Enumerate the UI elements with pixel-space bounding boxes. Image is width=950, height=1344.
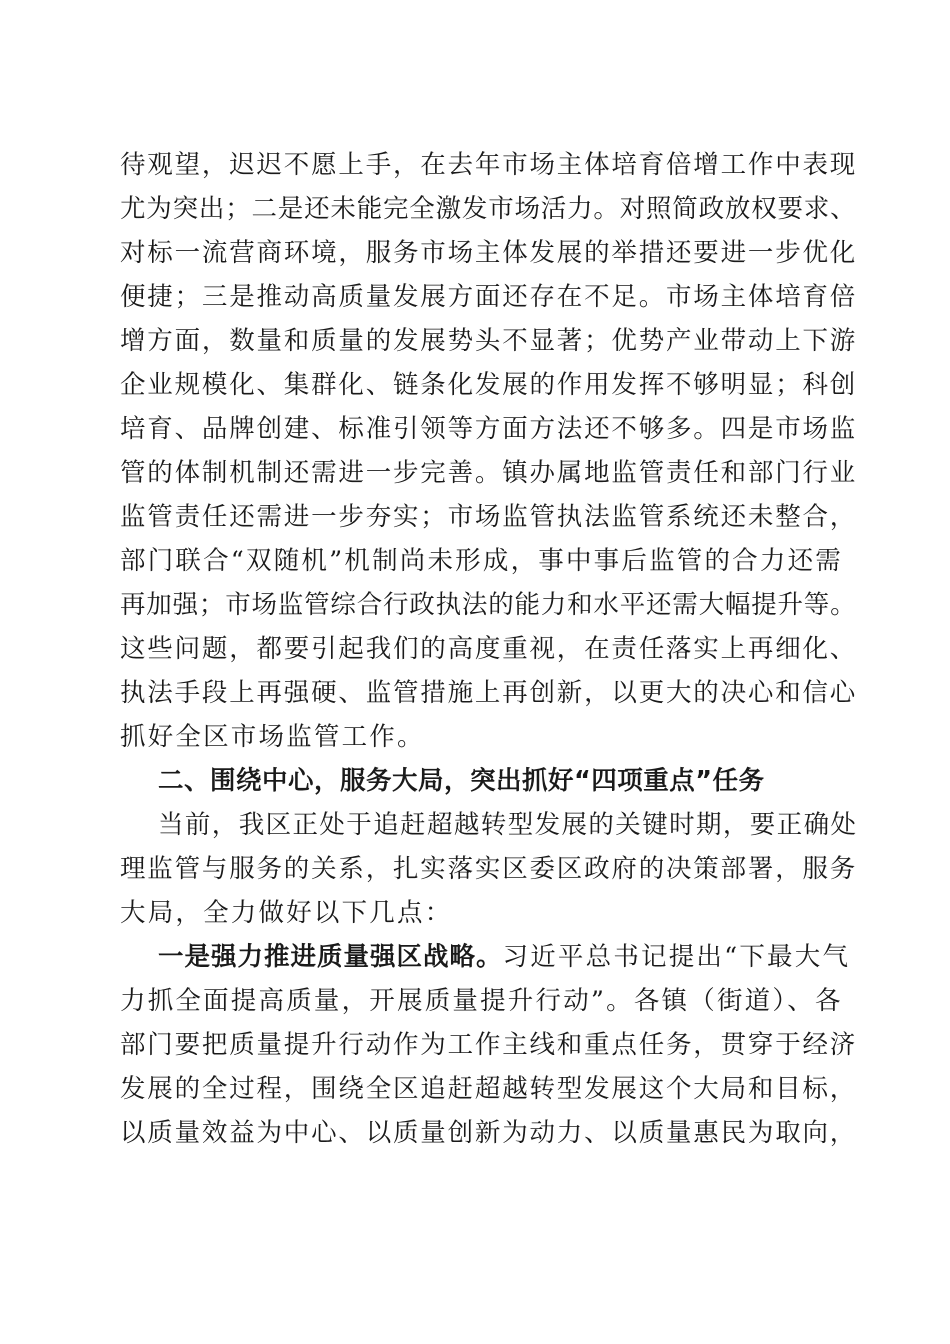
body-line: 部门联合“双随机”机制尚未形成，事中事后监管的合力还需 bbox=[120, 546, 843, 576]
body-line: 尤为突出；二是还未能完全激发市场活力。对照简政放权要求、 bbox=[120, 194, 857, 224]
body-line: 大局，全力做好以下几点： bbox=[120, 898, 453, 928]
paragraph-text: 习近平总书记提出“下最大气 bbox=[502, 942, 851, 972]
paragraph-first-line bbox=[158, 934, 850, 980]
body-line: 执法手段上再强硬、监管措施上再创新，以更大的决心和信心 bbox=[120, 678, 858, 708]
body-line: 企业规模化、集群化、链条化发展的作用发挥不够明显；科创 bbox=[120, 370, 858, 400]
body-line: 管的体制机制还需进一步完善。镇办属地监管责任和部门行业 bbox=[120, 458, 858, 488]
body-line: 便捷；三是推动高质量发展方面还存在不足。市场主体培育倍 bbox=[120, 282, 858, 312]
body-line: 抓好全区市场监管工作。 bbox=[120, 722, 425, 752]
body-line: 监管责任还需进一步夯实；市场监管执法监管系统还未整合， bbox=[120, 502, 858, 532]
paragraph-lead: 一是强力推进质量强区战略。 bbox=[158, 942, 503, 972]
body-line: 部门要把质量提升行动作为工作主线和重点任务，贯穿于经济 bbox=[120, 1030, 858, 1060]
body-line: 待观望，迟迟不愿上手，在去年市场主体培育倍增工作中表现 bbox=[120, 150, 858, 180]
body-line: 再加强；市场监管综合行政执法的能力和水平还需大幅提升等。 bbox=[120, 590, 857, 620]
body-line: 对标一流营商环境，服务市场主体发展的举措还要进一步优化 bbox=[120, 238, 858, 268]
body-line: 增方面，数量和质量的发展势头不显著；优势产业带动上下游 bbox=[120, 326, 858, 356]
section-heading: 二、围绕中心，服务大局，突出抓好“四项重点”任务 bbox=[158, 766, 765, 796]
body-line: 力抓全面提高质量，开展质量提升行动”。各镇（街道）、各 bbox=[120, 986, 843, 1016]
body-line: 以质量效益为中心、以质量创新为动力、以质量惠民为取向， bbox=[120, 1118, 858, 1148]
body-line: 当前，我区正处于追赶超越转型发展的关键时期，要正确处 bbox=[158, 810, 858, 840]
body-line: 理监管与服务的关系，扎实落实区委区政府的决策部署，服务 bbox=[120, 854, 858, 884]
body-line: 这些问题，都要引起我们的高度重视，在责任落实上再细化、 bbox=[120, 634, 858, 664]
body-line: 发展的全过程，围绕全区追赶超越转型发展这个大局和目标， bbox=[120, 1074, 858, 1104]
body-line: 培育、品牌创建、标准引领等方面方法还不够多。四是市场监 bbox=[120, 414, 858, 444]
